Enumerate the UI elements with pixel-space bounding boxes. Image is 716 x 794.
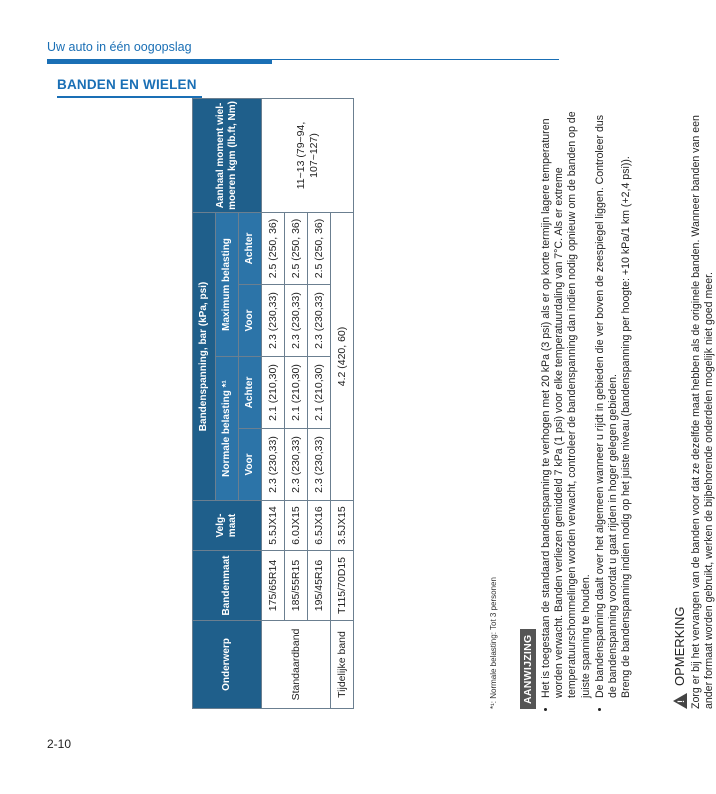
tire-size: T115/70D15 — [331, 551, 354, 621]
rim-size: 5.5JX14 — [262, 501, 285, 551]
tire-size: 195/45R16 — [308, 551, 331, 621]
pressure-max-front: 2.3 (230,33) — [262, 285, 285, 357]
standaardband-label: Standaardband — [262, 621, 331, 709]
bullet-text: De bandenspanning daalt over het algemeen wanneer u rijdt in gebieden die ver boven de zeespiegel liggen. Controleer dus de bandenspanning voordat u gaat rijden in hoger gelegen gebieden. — [593, 114, 620, 698]
table-row — [262, 98, 285, 708]
bullet-text: Het is toegestaan de standaard bandenspanning te verhogen met 20 kPa (3 psi) als er op korte termijn lagere temperaturen worden verwacht. Banden verliezen gemiddeld 7 kPa (1 psi) voor elke temperatuurdaling van 7°C. Als er extreme temperatuurschommelingen worden verwacht, controleer de bandenspanning dan indien nodig opnieuw om de banden op de juiste spanning te houden. — [540, 111, 592, 698]
rim-size: 6.0JX15 — [285, 501, 308, 551]
header-normale-voor: Voor — [239, 429, 262, 501]
pressure-normal-rear: 2.1 (210,30) — [285, 357, 308, 429]
torque-value: 11~13 (79~94, 107~127) — [262, 98, 354, 212]
rim-size: 3.5JX15 — [331, 501, 354, 551]
opmerking-text: Zorg er bij het vervangen van de banden voor dat ze dezelfde maat hebben als de originele banden. Wanneer banden van een ander formaat worden gebruikt, werken de bijbehorende onderdelen mogelijk niet goed meer. — [690, 115, 716, 709]
header-bandenspanning: Bandenspanning, bar (kPa, psi) — [193, 212, 216, 500]
pressure-normal-front: 2.3 (230,33) — [285, 429, 308, 501]
tire-size: 185/55R15 — [285, 551, 308, 621]
section-title-underline — [57, 96, 202, 98]
header-normale-belasting: Normale belasting *¹ — [216, 357, 239, 501]
header-normale-achter: Achter — [239, 357, 262, 429]
pressure-max-rear: 2.5 (250, 36) — [285, 212, 308, 284]
pressure-max-front: 2.3 (230,33) — [285, 285, 308, 357]
pressure-normal-rear: 2.1 (210,30) — [308, 357, 331, 429]
tire-size: 175/65R14 — [262, 551, 285, 621]
warning-triangle-icon: ! — [673, 693, 687, 709]
opmerking-label: OPMERKING — [672, 606, 687, 686]
table-footnote: *¹: Normale belasting: Tot 3 personen — [489, 577, 498, 709]
rotated-content — [192, 99, 716, 709]
header-maximum-achter: Achter — [239, 212, 262, 284]
rim-size: 6.5JX16 — [308, 501, 331, 551]
header-aanhaalmoment: Aanhaal moment wiel-moeren kgm (lb.ft, Nm) — [193, 98, 262, 212]
aanwijzing-bullet — [594, 109, 634, 698]
tijdelijke-band-label: Tijdelijke band — [331, 621, 354, 709]
pressure-normal-front: 2.3 (230,33) — [262, 429, 285, 501]
bullet-text-extra: Breng de bandenspanning indien nodig op het juiste niveau (bandenspanning per hoogte: +10 kPa/1 km (+2,4 psi)). — [620, 156, 633, 698]
header-title: Uw auto in één oogopslag — [47, 40, 192, 54]
page-number: 2-10 — [47, 737, 72, 751]
header-maximum-belasting: Maximum belasting — [216, 212, 239, 356]
pressure-normal-rear: 2.1 (210,30) — [262, 357, 285, 429]
pressure-max-rear: 2.5 (250, 36) — [308, 212, 331, 284]
header-rule-accent — [47, 59, 272, 64]
aanwijzing-bullet — [540, 109, 593, 698]
opmerking-block — [672, 109, 716, 709]
header-maximum-voor: Voor — [239, 285, 262, 357]
header-velgmaat: Velg-maat — [193, 501, 262, 551]
aanwijzing-label: AANWIJZING — [520, 630, 536, 710]
aanwijzing-block — [518, 109, 634, 709]
section-title: BANDEN EN WIELEN — [57, 77, 197, 92]
pressure-max-front: 2.3 (230,33) — [308, 285, 331, 357]
tire-spec-table — [192, 98, 354, 709]
header-bandenmaat: Bandenmaat — [193, 551, 262, 621]
pressure-max-rear: 2.5 (250, 36) — [262, 212, 285, 284]
header-onderwerp: Onderwerp — [193, 621, 262, 709]
pressure-temporary: 4.2 (420, 60) — [331, 212, 354, 500]
pressure-normal-front: 2.3 (230,33) — [308, 429, 331, 501]
